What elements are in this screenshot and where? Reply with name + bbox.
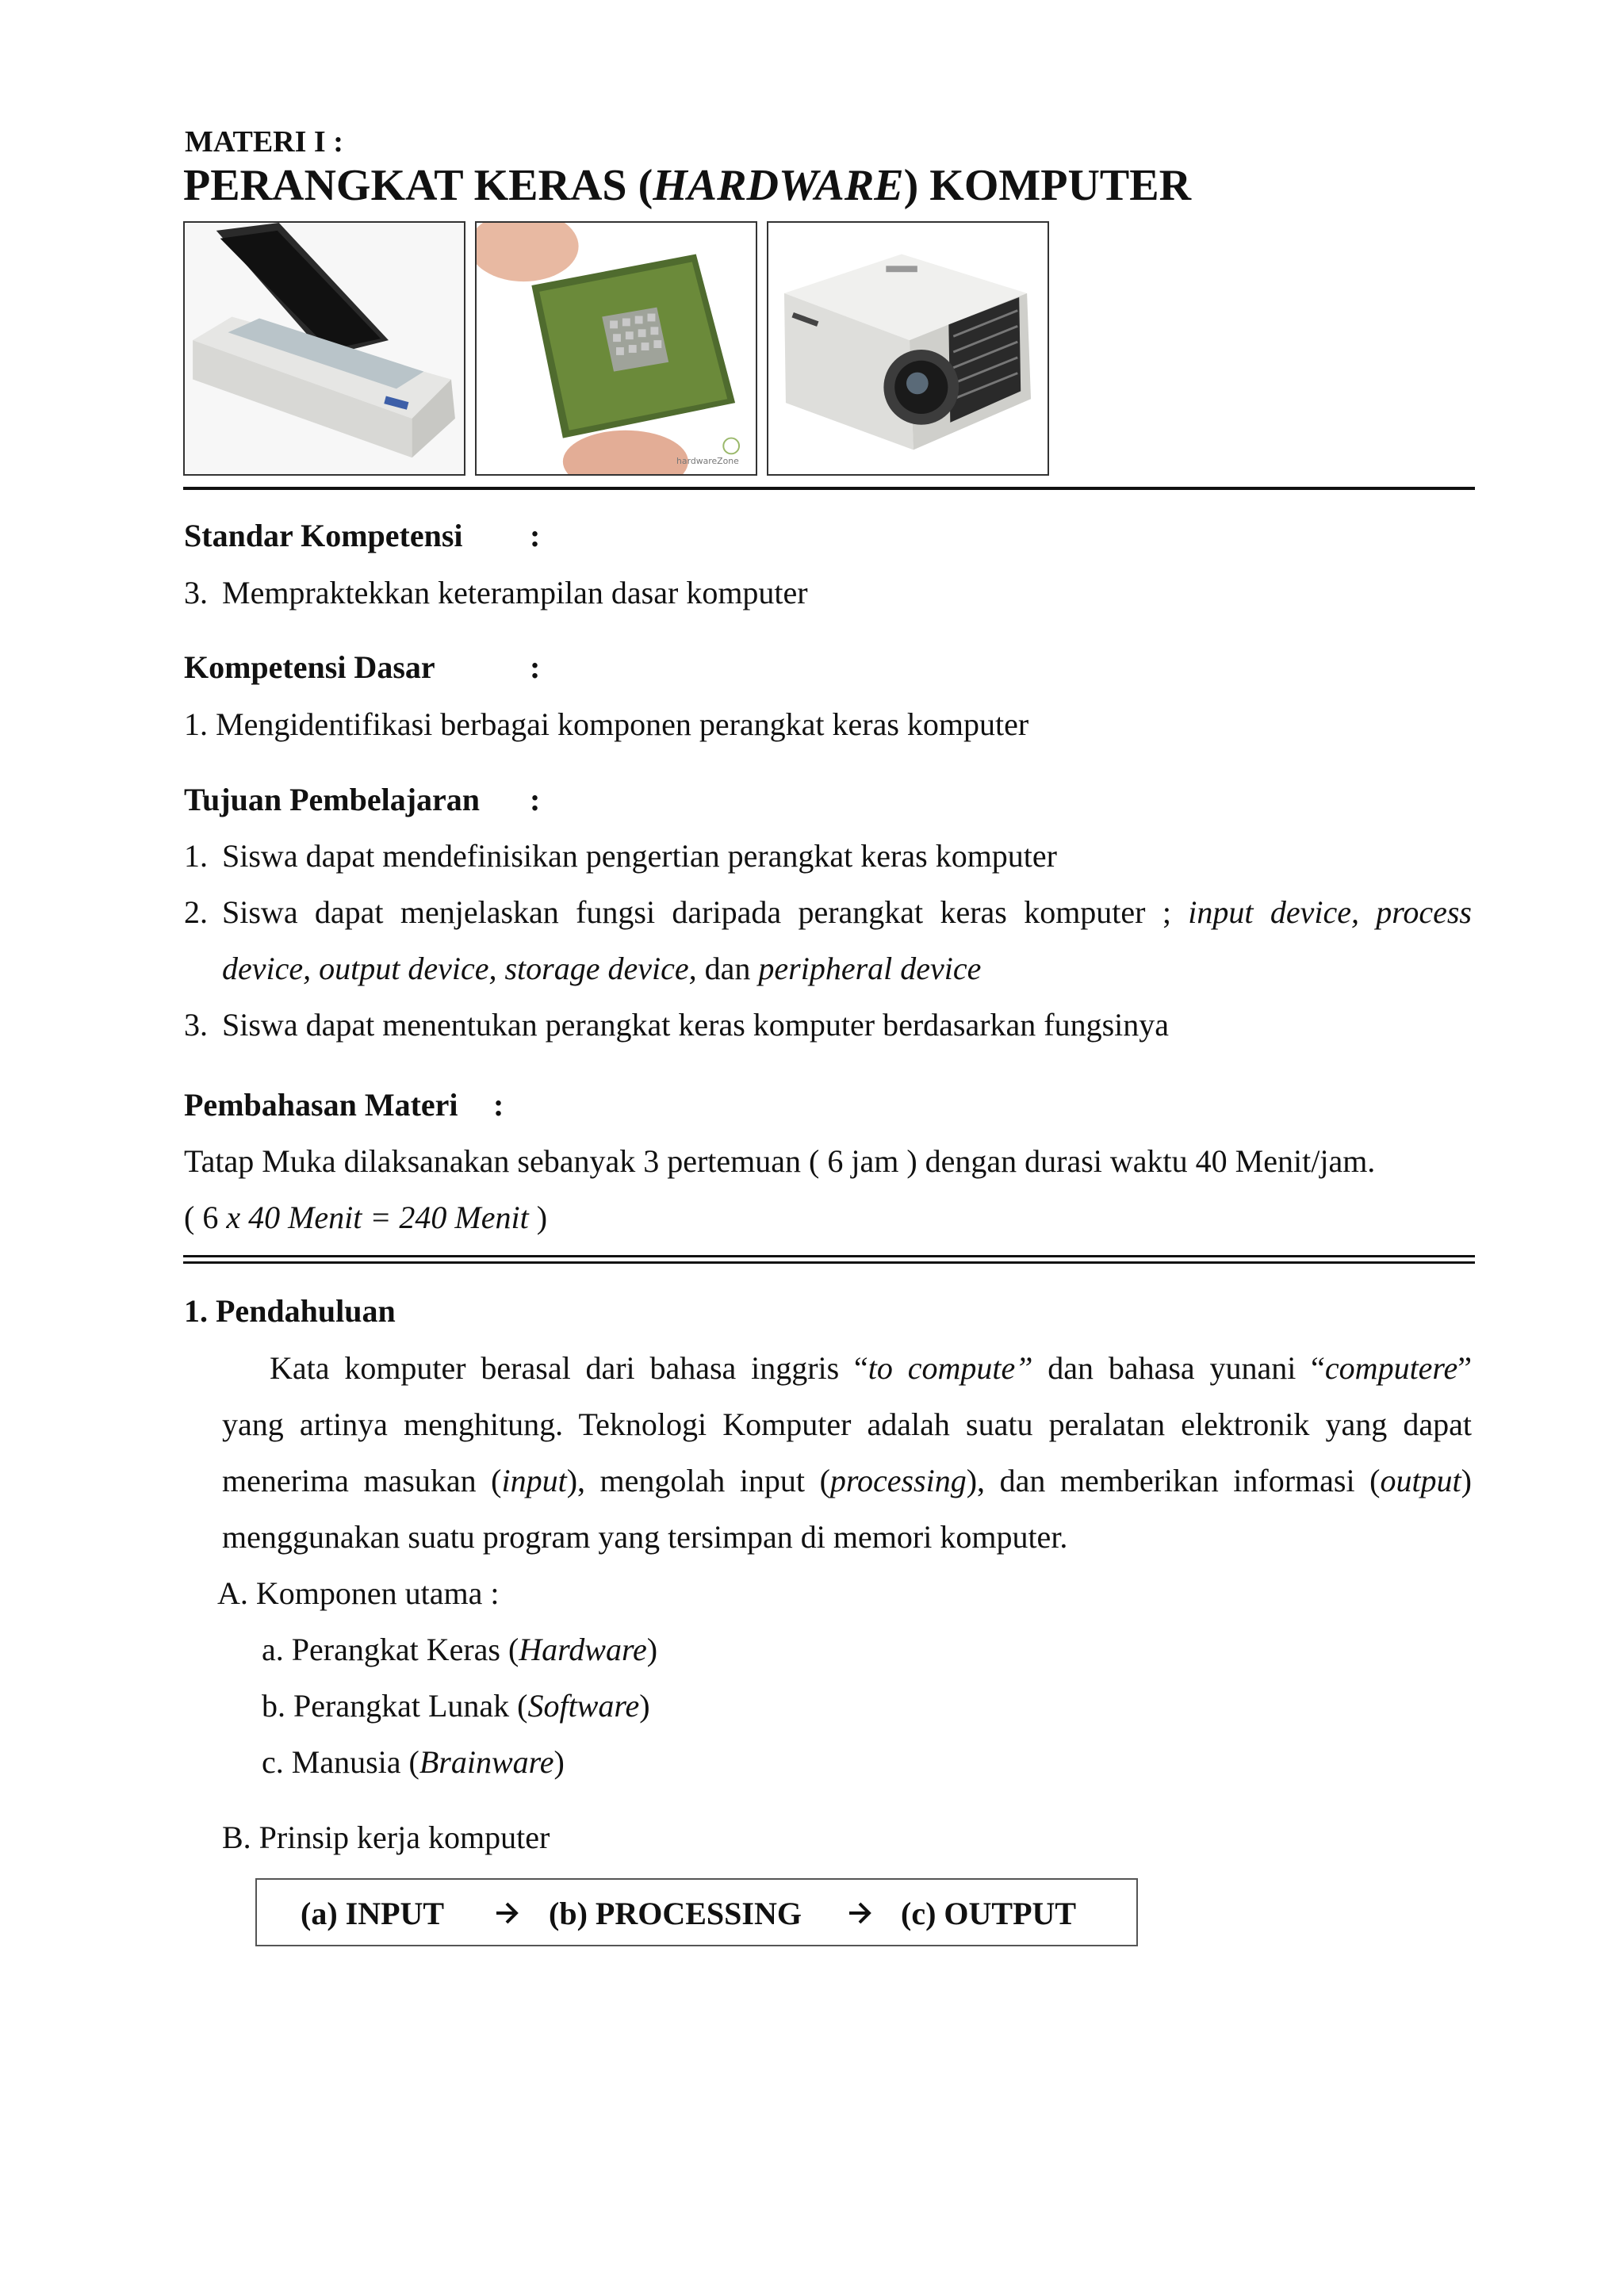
kompetensi-text: 1. Mengidentifikasi berbagai komponen perangkat keras komputer: [184, 706, 1029, 742]
tujuan-item-1-text: Siswa dapat mendefinisikan pengertian perangkat keras komputer: [222, 838, 1057, 874]
pendahuluan-line-2: yang artinya menghitung. Teknologi Komputer adalah suatu peralatan elektronik yang dapat: [222, 1406, 1472, 1442]
pembahasan-line-1: Tatap Muka dilaksanakan sebanyak 3 pertemuan ( 6 jam ) dengan durasi waktu 40 Menit/jam.: [184, 1143, 1376, 1179]
tujuan-item-2-line-1: Siswa dapat menjelaskan fungsi daripada perangkat keras komputer ; input device, process: [222, 894, 1472, 930]
double-divider-top: [183, 1255, 1475, 1257]
tujuan-item-2-line-2: device, output device, storage device, dan peripheral device: [222, 951, 982, 986]
pembahasan-colon: :: [493, 1087, 504, 1123]
arrow-right-icon: [495, 1899, 519, 1927]
watermark-text: hardwareZone: [676, 456, 739, 467]
komponen-item-brainware: c. Manusia (Brainware): [262, 1744, 565, 1780]
top-divider: [183, 487, 1475, 490]
pendahuluan-line-3: menerima masukan (input), mengolah input (processing), dan memberikan informasi (output): [222, 1463, 1472, 1498]
kompetensi-colon: :: [530, 649, 541, 685]
flow-processing: (b) PROCESSING: [549, 1896, 802, 1931]
tujuan-item-2-number: 2.: [184, 894, 208, 930]
standar-heading: Standar Kompetensi: [184, 518, 463, 553]
work-principle-box: [255, 1878, 1138, 1946]
prinsip-heading: B. Prinsip kerja komputer: [222, 1820, 550, 1855]
standar-number: 3.: [184, 575, 208, 610]
pendahuluan-line-1: Kata komputer berasal dari bahasa inggris “to compute” dan bahasa yunani “computere”: [270, 1350, 1473, 1386]
tujuan-item-3-text: Siswa dapat menentukan perangkat keras komputer berdasarkan fungsinya: [222, 1007, 1170, 1043]
pembahasan-line-2: ( 6 x 40 Menit = 240 Menit ): [184, 1200, 548, 1235]
double-divider-bottom: [183, 1261, 1475, 1264]
kompetensi-heading: Kompetensi Dasar: [184, 649, 435, 685]
scanner-image: [185, 223, 464, 474]
standar-text: Mempraktekkan keterampilan dasar komputer: [222, 575, 808, 610]
flow-input: (a) INPUT: [301, 1896, 445, 1931]
tujuan-colon: :: [530, 782, 541, 817]
flow-output: (c) OUTPUT: [901, 1896, 1077, 1931]
komponen-item-software: b. Perangkat Lunak (Software): [262, 1688, 650, 1724]
processor-photo: [475, 221, 757, 476]
scanner-photo: [183, 221, 465, 476]
arrow-right-icon: [848, 1899, 871, 1927]
projector-image: [768, 223, 1048, 474]
tujuan-item-3-number: 3.: [184, 1007, 208, 1043]
pendahuluan-line-4: menggunakan suatu program yang tersimpan di memori komputer.: [222, 1519, 1068, 1555]
page-title: PERANGKAT KERAS (HARDWARE) KOMPUTER: [183, 161, 1192, 210]
standar-colon: :: [530, 518, 541, 553]
pembahasan-heading: Pembahasan Materi: [184, 1087, 458, 1123]
komponen-item-hardware: a. Perangkat Keras (Hardware): [262, 1632, 658, 1667]
materi-label: MATERI I :: [185, 125, 343, 159]
pendahuluan-heading: 1. Pendahuluan: [184, 1293, 396, 1329]
processor-chip-image: [477, 223, 756, 474]
projector-photo: [767, 221, 1049, 476]
komponen-heading: A. Komponen utama :: [217, 1575, 500, 1611]
tujuan-item-1-number: 1.: [184, 838, 208, 874]
tujuan-heading: Tujuan Pembelajaran: [184, 782, 481, 817]
